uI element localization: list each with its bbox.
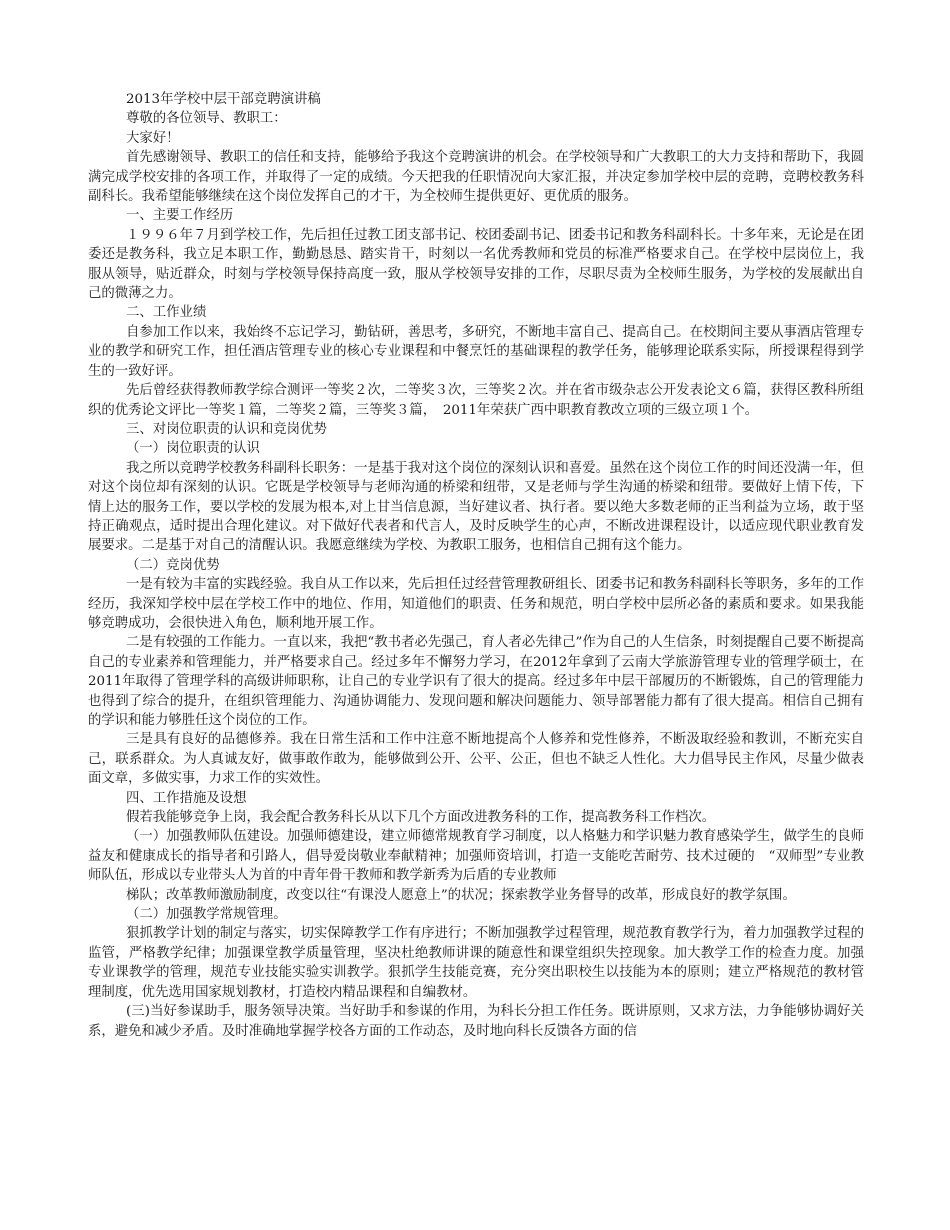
paragraph-plan-1a: （一）加强教师队伍建设。加强师德建设，建立师德常规教育学习制度，以人格魅力和学识魅力教育感染学生，做学生的良师益友和健康成长的指导者和引路人，倡导爱岗敬业奉献精神；加强师资培训，打造一支能吃苦耐劳、技术过硬的 “双师型”专业教师队伍，形成以专业带头人为首的中青年骨干教师和教学新秀为后盾的专业教师 (88, 829, 864, 884)
paragraph-advantage-1: 一是有较为丰富的实践经验。我自从工作以来，先后担任过经营管理教研组长、团委书记和教务科副科长等职务，多年的工作经历，我深知学校中层在学校工作中的地位、作用，知道他们的职责、任务和规范，明白学校中层所必备的素质和要求。如果我能够竞聘成功，会很快进入角色，顺利地开展工作。 (88, 577, 864, 631)
document-title: 2013年学校中层干部竞聘演讲稿 (126, 92, 321, 107)
section-heading-4: 四、工作措施及设想 (126, 790, 247, 806)
paragraph-plan: 假若我能够竞争上岗，我会配合教务科长从以下几个方面改进教务科的工作，提高教务科工作档次。 (126, 810, 716, 826)
paragraph-advantage-2: 二是有较强的工作能力。一直以来，我把“教书者必先强己，育人者必先律己”作为自己的人生信条，时刻提醒自己要不断提高自己的专业素养和管理能力，并严格要求自己。经过多年不懈努力学习，在2012年拿到了云南大学旅游管理专业的管理学硕士，在2011年取得了管理学科的高级讲师职称，让自己的专业学识有了很大的提高。经过多年中层干部履历的不断锻炼，自己的管理能力也得到了综合的提升，在组织管理能力、沟通协调能力、发现问题和解决问题能力、领导部署能力都有了很大提高。相信自己拥有的学识和能力够胜任这个岗位的工作。 (88, 635, 864, 728)
salutation: 尊敬的各位领导、教职工： (126, 111, 287, 127)
paragraph-performance-1: 自参加工作以来，我始终不忘记学习，勤钻研，善思考，多研究，不断地丰富自己、提高自己。在校期间主要从事酒店管理专业的教学和研究工作，担任酒店管理专业的核心专业课程和中餐烹饪的基础课程的教学任务，能够理论联系实际，所授课程得到学生的一致好评。 (88, 324, 864, 379)
paragraph-performance-2: 先后曾经获得教师教学综合测评一等奖２次，二等奖３次，三等奖２次。并在省市级杂志公开发表论文６篇，获得区教科所组织的优秀论文评比一等奖１篇，二等奖２篇，三等奖３篇， 2011年荣获广西中职教育教改立项的三级立项１个。 (88, 383, 864, 418)
paragraph-advantage-3: 三是具有良好的品德修养。我在日常生活和工作中注意不断地提高个人修养和党性修养，不断汲取经验和教训，不断充实自己，联系群众。为人真诚友好，做事敢作敢为，能够做到公开、公平、公正，但也不缺乏人性化。大力倡导民主作风，尽量少做表面文章，多做实事，力求工作的实效性。 (88, 732, 864, 787)
paragraph-plan-1b: 梯队；改革教师激励制度，改变以往“有课没人愿意上”的状况；探索教学业务督导的改革，形成良好的教学氛围。 (126, 887, 796, 903)
paragraph-intro: 首先感谢领导、教职工的信任和支持，能够给予我这个竞聘演讲的机会。在学校领导和广大教职工的大力支持和帮助下，我圆满完成学校安排的各项工作，并取得了一定的成绩。今天把我的任职情况向大家汇报，并决定参加学校中层的竞聘，竞聘校教务科副科长。我希望能够继续在这个岗位发挥自己的才干，为全校师生提供更好、更优质的服务。 (88, 150, 864, 205)
paragraph-experience: １９９６年７月到学校工作，先后担任过教工团支部书记、校团委副书记、团委书记和教务科副科长。十多年来，无论是在团委还是教务科，我立足本职工作，勤勤恳恳、踏实肯干，时刻以一名优秀教师和党员的标准严格要求自己。在学校中层岗位上，我服从领导，贴近群众，时刻与学校领导保持高度一致，服从学校领导安排的工作，尽职尽责为全校师生服务，为学校的发展献出自己的微薄之力。 (88, 227, 864, 302)
subsection-heading-4-2: （二）加强教学常规管理。 (126, 907, 287, 923)
paragraph-plan-2: 狠抓教学计划的制定与落实，切实保障教学工作有序进行；不断加强教学过程管理，规范教育教学行为，着力加强教学过程的监管，严格教学纪律；加强课堂教学质量管理，坚决杜绝教师讲课的随意性和课堂组织失控现象。加大教学工作的检查力度。加强专业课教学的管理，规范专业技能实验实训教学。狠抓学生技能竞赛，充分突出职校生以技能为本的原则；建立严格规范的教材管理制度，优先选用国家规划教材，打造校内精品课程和自编教材。 (88, 926, 864, 1000)
greeting: 大家好！ (126, 130, 180, 146)
subsection-heading-3-2: （二）竞岗优势 (126, 557, 220, 573)
paragraph-duty: 我之所以竞聘学校教务科副科长职务：一是基于我对这个岗位的深刻认识和喜爱。虽然在这个岗位工作的时间还没满一年，但对这个岗位却有深刻的认识。它既是学校领导与老师沟通的桥梁和纽带，又是老师与学生沟通的桥梁和纽带。要做好上情下传，下情上达的服务工作，要以学校的发展为根本,对上甘当信息源，当好建议者、执行者。要以绝大多数老师的正当利益为立场，敢于坚持正确观点，适时提出合理化建议。对下做好代表者和代言人，及时反映学生的心声，不断改进课程设计，以适应现代职业教育发展要求。二是基于对自己的清醒认识。我愿意继续为学校、为教职工服务，也相信自己拥有这个能力。 (88, 460, 864, 554)
document-page (88, 90, 864, 1041)
section-heading-3: 三、对岗位职责的认识和竞岗优势 (126, 421, 327, 437)
subsection-heading-3-1: （一）岗位职责的认识 (126, 441, 260, 457)
paragraph-plan-3: (三)当好参谋助手，服务领导决策。当好助手和参谋的作用，为科长分担工作任务。既讲原则，又求方法，力争能够协调好关系，避免和减少矛盾。及时准确地掌握学校各方面的工作动态，及时地向科长反馈各方面的信 (88, 1004, 864, 1039)
section-heading-2: 二、工作业绩 (126, 305, 207, 321)
section-heading-1: 一、主要工作经历 (126, 208, 234, 224)
